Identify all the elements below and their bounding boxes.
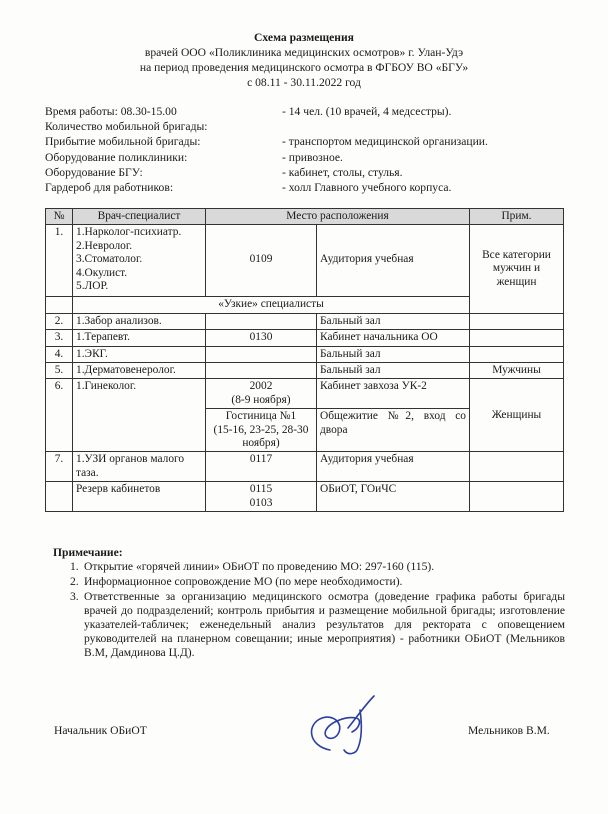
room-number-text: 0103 — [249, 496, 273, 509]
room-number: 0109 — [206, 225, 317, 297]
row-num: 3. — [46, 330, 73, 346]
col-header-note: Прим. — [470, 209, 564, 225]
table-row — [46, 313, 564, 329]
empty-cell — [470, 452, 564, 482]
room-place: Бальный зал — [317, 346, 470, 362]
doctor-name: 1.Забор анализов. — [73, 313, 206, 329]
room-place: Аудитория учебная — [317, 225, 470, 297]
room-place: Аудитория учебная — [317, 452, 470, 482]
info-key: Гардероб для работников: — [45, 180, 174, 194]
info-key: Оборудование поликлиники: — [45, 150, 188, 164]
empty-cell — [470, 346, 564, 362]
document-period: с 08.11 - 30.11.2022 год — [247, 76, 361, 89]
col-header-num: № — [46, 209, 73, 225]
signatory-title: Начальник ОБиОТ — [54, 724, 147, 737]
info-value: - привозное. — [282, 150, 343, 164]
doctor-item: 5.ЛОР. — [76, 280, 109, 293]
row-num: 2. — [46, 313, 73, 329]
col-header-location: Место расположения — [206, 209, 470, 225]
col-header-doctor: Врач-специалист — [73, 209, 206, 225]
document-subtitle-line-1: врачей ООО «Поликлиника медицинских осмотров» г. Улан-Удэ — [144, 46, 464, 59]
empty-cell — [46, 482, 73, 512]
info-block — [45, 104, 565, 195]
room-place: Бальный зал — [317, 313, 470, 329]
room-number-text: Гостиница №1 — [225, 410, 297, 423]
doctor-name: 1.Терапевт. — [73, 330, 206, 346]
note-text: Информационное сопровождение МО (по мере необходимости). — [84, 575, 403, 588]
info-value: - транспортом медицинской организации. — [282, 135, 488, 149]
info-value: - 14 чел. (10 врачей, 4 медсестры). — [282, 105, 452, 118]
note-item — [45, 590, 565, 660]
info-value: - холл Главного учебного корпуса. — [282, 180, 452, 194]
info-row — [45, 180, 565, 195]
doctor-item: 1.Нарколог-психиатр. — [76, 226, 182, 239]
empty-cell — [470, 313, 564, 329]
doctor-name: 1.Гинеколог. — [73, 379, 206, 452]
row-note: Мужчины — [470, 363, 564, 379]
table-row — [46, 346, 564, 362]
room-number — [206, 346, 317, 362]
row-num: 7. — [46, 452, 73, 482]
table-row — [46, 482, 564, 512]
info-row — [45, 134, 565, 149]
room-number — [206, 363, 317, 379]
info-row — [45, 150, 565, 165]
room-dates: (15-16, 23-25, 28-30 ноября) — [213, 423, 309, 450]
info-key: Количество мобильной бригады: — [45, 120, 208, 134]
room-number-text: 2002 — [249, 380, 273, 393]
row-num: 1. — [46, 225, 73, 297]
reserve-label: Резерв кабинетов — [73, 482, 206, 512]
doctor-name: 1.ЭКГ. — [73, 346, 206, 362]
doctor-item: 3.Стоматолог. — [76, 253, 143, 266]
notes-title: Примечание: — [53, 546, 123, 559]
handwritten-signature — [300, 688, 390, 768]
room-dates: (8-9 ноября) — [231, 393, 291, 406]
document-subtitle-line-2: на период проведения медицинского осмотра в ФГБОУ ВО «БГУ» — [139, 61, 469, 74]
row-note: Женщины — [470, 379, 564, 452]
room-place: Бальный зал — [317, 363, 470, 379]
room-place: ОБиОТ, ГОиЧС — [317, 482, 470, 512]
empty-cell — [470, 330, 564, 346]
table-row — [46, 379, 564, 409]
room-place: Общежитие №2, вход со двора — [317, 409, 470, 452]
empty-cell — [470, 482, 564, 512]
doctor-item: 2.Невролог. — [76, 239, 133, 252]
note-number: 1. — [70, 560, 79, 573]
room-number — [206, 313, 317, 329]
room-number — [206, 379, 317, 409]
room-number: 0117 — [206, 452, 317, 482]
table-row — [46, 452, 564, 482]
note-item — [45, 560, 565, 574]
info-row — [45, 104, 565, 119]
doctor-name: 1.Дерматовенеролог. — [73, 363, 206, 379]
note-text: Ответственные за организацию медицинского осмотра (доведение графика работы бригады врачей до подразделений; контроль прибытия и размещение мобильной бригады; изготовление указателей-табличек; еженедельный анализ результатов для ректората с оповещением руководителей на планерном совещании; иные мероприятия) - работники ОБиОТ (Мельников В.М, Дамдинова Ц.Д). — [84, 590, 565, 659]
note-number: 3. — [70, 590, 79, 603]
table-row — [46, 330, 564, 346]
room-place: Кабинет начальника ОО — [317, 330, 470, 346]
info-key: Прибытие мобильной бригады: — [45, 135, 201, 149]
note-number: 2. — [70, 575, 79, 588]
empty-cell — [46, 297, 73, 313]
table-header-row — [46, 209, 564, 225]
note-item — [45, 575, 565, 589]
table-row — [46, 225, 564, 297]
info-row — [45, 119, 565, 134]
info-key: Время работы: 08.30-15.00 — [45, 105, 177, 118]
room-number: 0130 — [206, 330, 317, 346]
info-row — [45, 165, 565, 180]
room-number — [206, 482, 317, 512]
info-key: Оборудование БГУ: — [45, 165, 143, 179]
document-title: Схема размещения — [254, 31, 354, 44]
doctor-name: 1.УЗИ органов малого таза. — [73, 452, 206, 482]
info-value: - кабинет, столы, стулья. — [282, 165, 403, 179]
room-number — [206, 409, 317, 452]
note-text: Открытие «горячей линии» ОБиОТ по проведению МО: 297-160 (115). — [84, 560, 435, 573]
signatory-name: Мельников В.М. — [468, 724, 550, 737]
room-number-text: 0115 — [249, 483, 273, 496]
row-num: 5. — [46, 363, 73, 379]
section-title: «Узкие» специалисты — [73, 297, 470, 313]
notes-section — [45, 545, 565, 661]
row-num: 4. — [46, 346, 73, 362]
room-place: Кабинет завхоза УК-2 — [317, 379, 470, 409]
row-num: 6. — [46, 379, 73, 452]
table-row — [46, 363, 564, 379]
doctor-list — [73, 225, 206, 297]
row-note: Все категории мужчин и женщин — [470, 225, 564, 313]
placement-table — [45, 208, 564, 512]
doctor-item: 4.Окулист. — [76, 266, 128, 279]
